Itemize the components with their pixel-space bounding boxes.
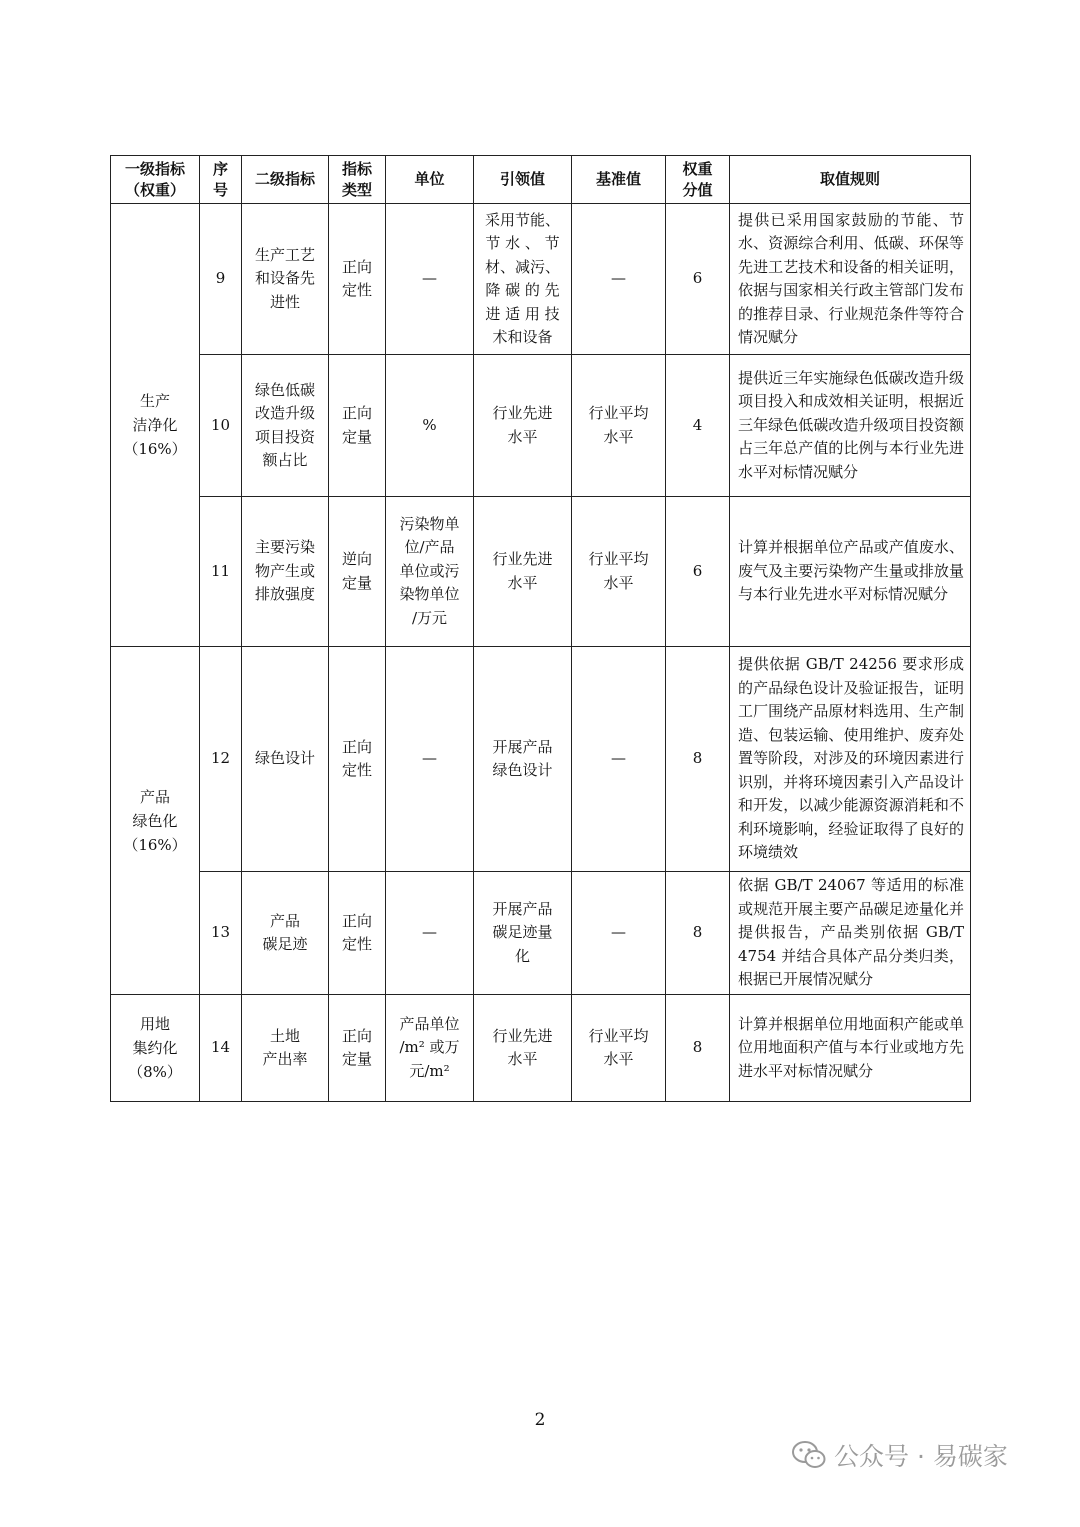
row-type: 正向 定性 (329, 872, 386, 995)
row-seq: 9 (200, 204, 242, 355)
header-rule: 取值规则 (730, 156, 971, 204)
row-seq: 12 (200, 647, 242, 872)
row-rule: 计算并根据单位产品或产值废水、废气及主要污染物产生量或排放量与本行业先进水平对标情况赋分 (730, 497, 971, 647)
header-type: 指标 类型 (329, 156, 386, 204)
row-base-value: — (572, 647, 666, 872)
category-product-greening: 产品 绿色化 （16%） (111, 647, 200, 995)
row-base-value: 行业平均 水平 (572, 995, 666, 1102)
header-seq: 序 号 (200, 156, 242, 204)
header-level2: 二级指标 (242, 156, 329, 204)
wechat-icon (792, 1440, 826, 1470)
row-lead-value: 行业先进 水平 (474, 995, 572, 1102)
row-weight: 6 (666, 204, 730, 355)
row-base-value: — (572, 204, 666, 355)
category-production-cleanliness: 生产 洁净化 （16%） (111, 204, 200, 647)
row-weight: 4 (666, 355, 730, 497)
row-base-value: 行业平均 水平 (572, 355, 666, 497)
row-unit: % (386, 355, 474, 497)
row-unit: 污染物单 位/产品 单位或污 染物单位 /万元 (386, 497, 474, 647)
header-level1: 一级指标 （权重） (111, 156, 200, 204)
watermark-text: 公众号 · 易碳家 (834, 1442, 1008, 1471)
header-weight: 权重 分值 (666, 156, 730, 204)
row-weight: 8 (666, 995, 730, 1102)
row-rule: 提供近三年实施绿色低碳改造升级项目投入和成效相关证明，根据近三年绿色低碳改造升级项目投资额占三年总产值的比例与本行业先进水平对标情况赋分 (730, 355, 971, 497)
table-row (111, 497, 971, 647)
row-weight: 6 (666, 497, 730, 647)
table-row (111, 872, 971, 995)
row-type: 逆向 定量 (329, 497, 386, 647)
row-unit: — (386, 647, 474, 872)
row-level2: 绿色设计 (242, 647, 329, 872)
table-row (111, 355, 971, 497)
row-weight: 8 (666, 647, 730, 872)
header-lead-value: 引领值 (474, 156, 572, 204)
row-seq: 13 (200, 872, 242, 995)
category-land-intensification: 用地 集约化 （8%） (111, 995, 200, 1102)
table-row (111, 204, 971, 355)
page-number: 2 (534, 1410, 546, 1430)
header-base-value: 基准值 (572, 156, 666, 204)
row-seq: 11 (200, 497, 242, 647)
row-rule: 提供已采用国家鼓励的节能、节水、资源综合利用、低碳、环保等先进工艺技术和设备的相关证明，依据与国家相关行政主管部门发布的推荐目录、行业规范条件等符合情况赋分 (730, 204, 971, 355)
row-lead-value: 采用节能、 节 水 、 节 材、减污、 降 碳 的 先 进 适 用 技 术和设备 (474, 204, 572, 355)
row-type: 正向 定性 (329, 647, 386, 872)
row-rule: 计算并根据单位用地面积产能或单位用地面积产值与本行业或地方先进水平对标情况赋分 (730, 995, 971, 1102)
row-lead-value: 开展产品 绿色设计 (474, 647, 572, 872)
row-lead-value: 行业先进 水平 (474, 355, 572, 497)
row-type: 正向 定性 (329, 204, 386, 355)
row-level2: 绿色低碳 改造升级 项目投资 额占比 (242, 355, 329, 497)
row-weight: 8 (666, 872, 730, 995)
row-level2: 产品 碳足迹 (242, 872, 329, 995)
row-rule: 依据 GB/T 24067 等适用的标准或规范开展主要产品碳足迹量化并提供报告，产品类别依据 GB/T 4754 并结合具体产品分类归类，根据已开展情况赋分 (730, 872, 971, 995)
row-rule: 提供依据 GB/T 24256 要求形成的产品绿色设计及验证报告，证明工厂围绕产品原材料选用、生产制造、包装运输、使用维护、废弃处置等阶段，对涉及的环境因素进行识别，并将环境因素引入产品设计和开发，以减少能源资源消耗和不利环境影响，经验证取得了良好的环境绩效 (730, 647, 971, 872)
table-row (111, 647, 971, 872)
row-level2: 主要污染 物产生或 排放强度 (242, 497, 329, 647)
row-lead-value: 行业先进 水平 (474, 497, 572, 647)
row-level2: 土地 产出率 (242, 995, 329, 1102)
row-type: 正向 定量 (329, 355, 386, 497)
watermark (792, 1437, 1008, 1473)
row-type: 正向 定量 (329, 995, 386, 1102)
table-row (111, 995, 971, 1102)
row-seq: 10 (200, 355, 242, 497)
row-base-value: — (572, 872, 666, 995)
header-unit: 单位 (386, 156, 474, 204)
row-unit: — (386, 204, 474, 355)
row-unit: — (386, 872, 474, 995)
row-base-value: 行业平均 水平 (572, 497, 666, 647)
row-lead-value: 开展产品 碳足迹量 化 (474, 872, 572, 995)
row-seq: 14 (200, 995, 242, 1102)
row-unit: 产品单位 /m² 或万 元/m² (386, 995, 474, 1102)
table-header-row (111, 156, 971, 204)
row-level2: 生产工艺 和设备先 进性 (242, 204, 329, 355)
indicator-table (110, 155, 971, 1102)
